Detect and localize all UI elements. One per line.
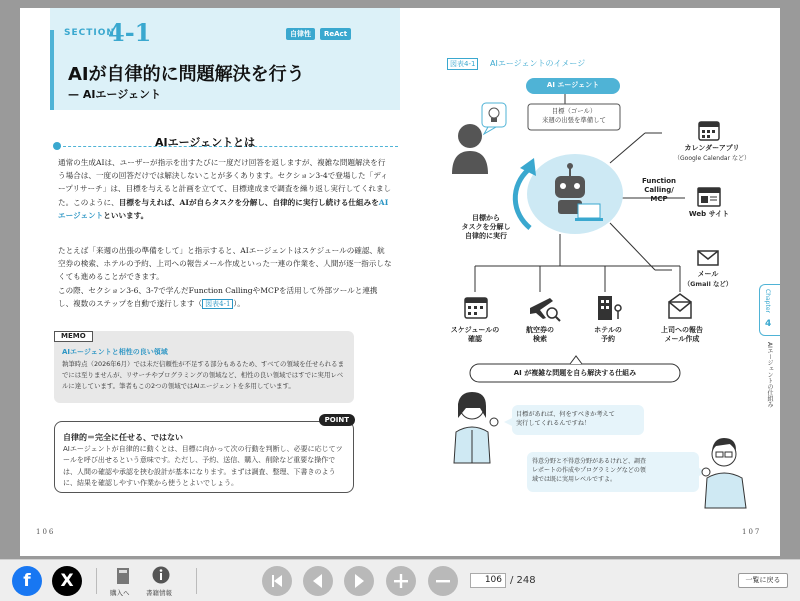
idea-bubble xyxy=(482,103,506,127)
laptop-icon xyxy=(578,204,600,218)
agent-label: AI エージェント xyxy=(546,81,600,89)
person-body-icon xyxy=(452,151,488,174)
buy-label: 購入へ xyxy=(110,589,130,597)
point-body: AIエージェントが自律的に動くとは、目標に向かって次の行動を判断し、必要に応じてツールを呼び出せるという意味です。ただし、予約、送信、購入、削除など重要な操作では、人間の確認や承認を挟む設計が基本になります。まずは調査、整理、下書きのように、結果を確認しやすい作業から使うとよいでしょう。 xyxy=(63,445,343,488)
point-box xyxy=(54,416,354,493)
task-report: 上司への報告 メール作成 xyxy=(661,326,703,343)
man-character-icon xyxy=(702,438,746,508)
next-page-icon xyxy=(344,566,374,596)
chapter-number: 4 xyxy=(765,319,772,329)
chapter-label: Chapter xyxy=(764,289,771,313)
section-accent-bar xyxy=(50,30,54,110)
first-page-button[interactable] xyxy=(262,566,292,596)
tag-autonomy: 自律性 xyxy=(286,28,315,40)
figure-title: AIエージェントのイメージ xyxy=(490,59,586,68)
prev-page-button[interactable] xyxy=(303,566,333,596)
memo-tag: MEMO xyxy=(54,331,93,342)
person-head-icon xyxy=(458,124,482,148)
right-page xyxy=(400,8,780,556)
figure-label: 図表4-1 xyxy=(447,58,478,70)
tag-react: ReAct xyxy=(320,28,351,40)
info-icon xyxy=(152,566,170,584)
hotel-icon xyxy=(598,296,621,320)
memo-box xyxy=(54,331,354,403)
schedule-icon xyxy=(465,298,487,318)
report-mail-icon xyxy=(669,294,691,318)
first-page-icon xyxy=(262,566,292,596)
buy-button[interactable] xyxy=(108,564,140,600)
mail-icon xyxy=(698,251,718,265)
page-number-left: 106 xyxy=(36,528,56,536)
paragraph-1: 通常の生成AIは、ユーザーが指示を出すたびに一度だけ回答を返しますが、複雑な問題解決を行う場合は、一度の回答だけでは解決しないことが多くあります。セクション3-4で登場した「ディープリサーチ」は、目標を与えると計画を立てて、目標達成まで調査を繰り返し実行してくれました。このように、目標を与えれば、AIが自らタスクを分解し、自律的に実行し続ける仕組みをAIエージェントといいます。 xyxy=(58,158,392,220)
page-total: / 248 xyxy=(510,575,536,586)
left-page xyxy=(20,8,400,556)
viewer-toolbar xyxy=(0,559,800,601)
book-icon xyxy=(116,567,130,585)
robot-icon xyxy=(555,176,585,198)
speech-text-2: 得意分野と不得意分野があるけれど、調査 レポートの作成やプログラミングなどの領 域では既に実用レベルですよ。 xyxy=(532,458,647,483)
figure-reference: 図表4-1 xyxy=(202,299,233,309)
page-subtitle: — AIエージェント xyxy=(68,88,161,101)
section-label: SECTION xyxy=(64,28,115,38)
memo-body: 執筆時点（2026年6月）では未だ信頼性が不足する部分もあるため、すべての領域を任せられるまでには至りませんが、リサーチやプログラミングの領域など、相性の良い領域ではすでに実用レベルに達しています。筆者もこの2つの領域ではAIエージェントを多用しています。 xyxy=(62,360,344,390)
point-heading: 自律的＝完全に任せる、ではない xyxy=(63,433,183,442)
function-calling-text: Function Calling/ MCP xyxy=(641,177,677,203)
chapter-tab xyxy=(759,284,780,336)
tool-mail-label: メール xyxy=(697,270,719,278)
section-heading: AIエージェントとは xyxy=(155,136,256,149)
zoom-in-button[interactable] xyxy=(386,566,416,596)
bottom-banner: AI が複雑な問題を自ら解決する仕組み xyxy=(513,369,637,377)
point-tag: POINT xyxy=(319,414,355,426)
loop-text: 目標から タスクを分解し 自律的に実行 xyxy=(461,214,511,240)
plus-icon xyxy=(386,566,416,596)
side-running-title: AIエージェントの仕組み xyxy=(766,342,773,408)
page-title: AIが自律的に問題解決を行う xyxy=(68,64,305,85)
minus-icon xyxy=(428,566,458,596)
speech-text-1: 目標があれば、何をすべきか考えて 実行してくれるんですね！ xyxy=(516,411,615,427)
toolbar-divider xyxy=(96,568,97,594)
goal-text: 目標（ゴール） 来週の出張を準備して xyxy=(542,107,606,124)
task-schedule: スケジュールの 確認 xyxy=(450,326,500,343)
airplane-search-icon xyxy=(530,298,560,321)
tool-calendar-label: カレンダーアプリ xyxy=(684,144,740,152)
page-number-right: 107 xyxy=(742,528,762,536)
back-to-list-button[interactable]: 一覧に戻る xyxy=(738,573,788,588)
zoom-out-button[interactable] xyxy=(428,566,458,596)
x-icon: X xyxy=(60,571,74,591)
tool-calendar-sub: （Google Calendar など） xyxy=(674,155,750,162)
tool-web-label: Web サイト xyxy=(688,210,730,218)
web-browser-icon xyxy=(698,188,720,206)
woman-character-icon xyxy=(454,392,498,463)
next-page-button[interactable] xyxy=(344,566,374,596)
book-info-label: 書籍情報 xyxy=(146,589,172,597)
section-number: 4-1 xyxy=(108,18,152,47)
tool-mail-sub: （Gmail など） xyxy=(683,280,733,288)
prev-page-icon xyxy=(303,566,333,596)
facebook-share-button[interactable] xyxy=(12,566,42,596)
facebook-icon: f xyxy=(23,571,31,591)
memo-heading: AIエージェントと相性の良い領域 xyxy=(62,348,168,356)
x-share-button[interactable] xyxy=(52,566,82,596)
paragraph-2: たとえば「来週の出張の準備をして」と指示すると、AIエージェントはスケジュールの確認、航空券の検索、ホテルの予約、上司への報告メール作成といった一連の作業を、人間が逐一指示しなくても進めることができます。 xyxy=(58,246,392,282)
page-number-input[interactable]: 106 xyxy=(470,573,506,588)
task-hotel: ホテルの 予約 xyxy=(594,326,622,343)
paragraph-3: この際、セクション3-6、3-7で学んだFunction CallingやMCPを活用して外部ツールと連携し、複数のステップを自動で遂行します（ 図表4-1 ）。 xyxy=(58,286,378,309)
calendar-icon xyxy=(699,122,719,140)
book-info-button[interactable] xyxy=(144,564,180,600)
toolbar-divider xyxy=(196,568,197,594)
heading-bullet xyxy=(53,142,61,150)
task-flight: 航空券の 検索 xyxy=(526,326,554,343)
